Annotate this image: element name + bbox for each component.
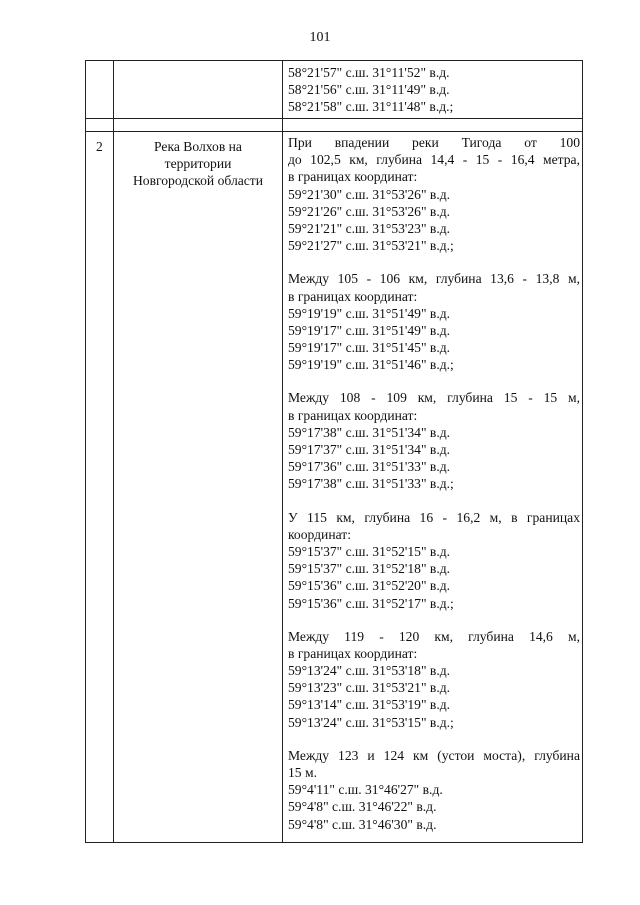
coord-line: 59°17'36" с.ш. 31°51'33" в.д. bbox=[288, 459, 451, 475]
coord-line: 59°19'19" с.ш. 31°51'49" в.д. bbox=[288, 305, 451, 321]
river-name-line: Река Волхов на bbox=[154, 139, 242, 154]
river-name bbox=[114, 138, 282, 190]
section-description: Между 123 и 124 км (устои моста), глубина bbox=[288, 747, 580, 763]
river-name-line: территории bbox=[164, 156, 232, 172]
coord-line: 59°21'21" с.ш. 31°53'23" в.д. bbox=[288, 220, 451, 236]
coord-line: 59°13'24" с.ш. 31°53'18" в.д. bbox=[288, 663, 451, 679]
coord-line: 59°4'8" с.ш. 31°46'30" в.д. bbox=[288, 816, 437, 832]
section-description: У 115 км, глубина 16 - 16,2 м, в границах bbox=[288, 509, 580, 525]
row-number: 2 bbox=[96, 139, 103, 154]
coord-line: 59°13'23" с.ш. 31°53'21" в.д. bbox=[288, 680, 451, 696]
first-row-coords bbox=[288, 64, 580, 116]
section-description: в границах координат: bbox=[288, 169, 418, 185]
column-divider-name bbox=[282, 61, 283, 842]
coord-line: 59°15'37" с.ш. 31°52'15" в.д. bbox=[288, 543, 451, 559]
coord-line: 59°19'17" с.ш. 31°51'45" в.д. bbox=[288, 340, 451, 356]
section-description: в границах координат: bbox=[288, 407, 418, 423]
coord-line: 59°13'14" с.ш. 31°53'19" в.д. bbox=[288, 697, 451, 713]
coord-line: 59°4'11" с.ш. 31°46'27" в.д. bbox=[288, 782, 443, 798]
section-description: в границах координат: bbox=[288, 645, 418, 661]
coord-line: 59°13'24" с.ш. 31°53'15" в.д.; bbox=[288, 714, 454, 730]
section-description: координат: bbox=[288, 526, 351, 542]
section-description: Между 108 - 109 км, глубина 15 - 15 м, bbox=[288, 390, 580, 406]
coord-line: 59°17'38" с.ш. 31°51'34" в.д. bbox=[288, 424, 451, 440]
coord-line: 59°19'17" с.ш. 31°51'49" в.д. bbox=[288, 322, 451, 338]
section-description: в границах координат: bbox=[288, 288, 418, 304]
coord-line: 58°21'56" с.ш. 31°11'49" в.д. bbox=[288, 82, 450, 98]
section-description: При впадении реки Тигода от 100 bbox=[288, 135, 580, 150]
coord-line: 59°15'36" с.ш. 31°52'20" в.д. bbox=[288, 578, 451, 594]
river-name-line: Новгородской области bbox=[132, 173, 264, 189]
coord-line: 59°15'37" с.ш. 31°52'18" в.д. bbox=[288, 561, 451, 577]
coord-line: 59°17'38" с.ш. 31°51'33" в.д.; bbox=[288, 476, 454, 492]
coordinates-table bbox=[85, 60, 583, 843]
coord-line: 58°21'58" с.ш. 31°11'48" в.д.; bbox=[288, 99, 454, 115]
second-row-coords bbox=[288, 134, 580, 833]
coord-line: 59°21'27" с.ш. 31°53'21" в.д.; bbox=[288, 238, 454, 254]
coord-line: 59°17'37" с.ш. 31°51'34" в.д. bbox=[288, 442, 451, 457]
coord-line: 59°15'36" с.ш. 31°52'17" в.д.; bbox=[288, 595, 454, 611]
coord-line: 59°4'8" с.ш. 31°46'22" в.д. bbox=[288, 799, 437, 815]
section-description: 15 м. bbox=[288, 765, 317, 780]
coord-line: 59°21'30" с.ш. 31°53'26" в.д. bbox=[288, 186, 451, 202]
page-number: 101 bbox=[309, 30, 331, 45]
row-divider-bottom bbox=[86, 131, 582, 132]
section-description: до 102,5 км, глубина 14,4 - 15 - 16,4 метра, bbox=[288, 152, 580, 168]
coord-line: 58°21'57" с.ш. 31°11'52" в.д. bbox=[288, 65, 450, 80]
section-description: Между 119 - 120 км, глубина 14,6 м, bbox=[288, 628, 580, 644]
coord-line: 59°21'26" с.ш. 31°53'26" в.д. bbox=[288, 203, 451, 219]
section-description: Между 105 - 106 км, глубина 13,6 - 13,8 м, bbox=[288, 271, 580, 287]
coord-line: 59°19'19" с.ш. 31°51'46" в.д.; bbox=[288, 357, 454, 373]
row-divider-top bbox=[86, 118, 582, 119]
